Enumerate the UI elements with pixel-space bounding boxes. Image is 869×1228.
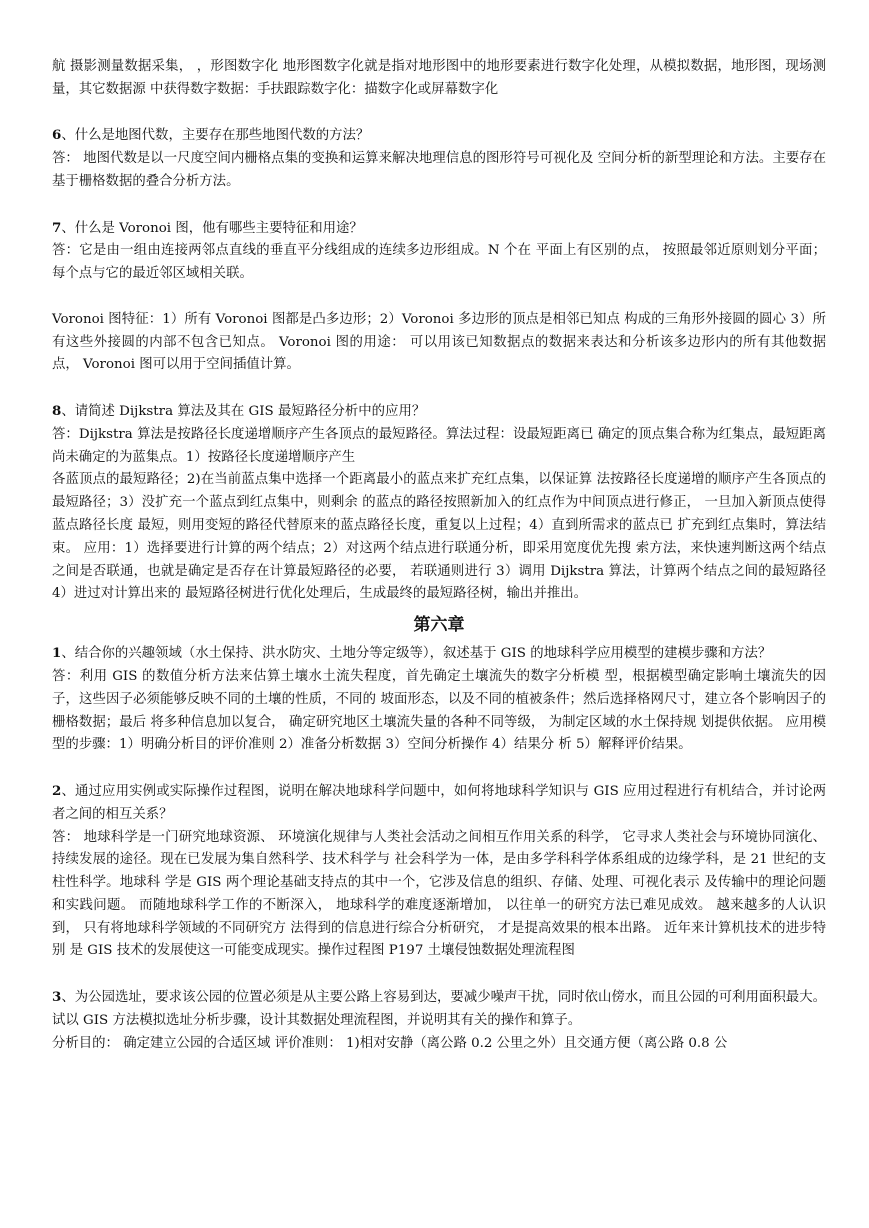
paragraph-gap — [52, 757, 826, 780]
intro-paragraph: 航 摄影测量数据采集， ，形图数字化 地形图数字化就是指对地形图中的地形要素进行数字化处理，从模拟数据，地形图，现场测 量，其它数据源 中获得数字数据：手扶跟踪数字化：描数字化或屏幕数字化 — [52, 59, 826, 97]
document-page — [52, 56, 826, 1055]
question-text: 、结合你的兴趣领域（水土保持、洪水防灾、土地分等定级等），叙述基于 GIS 的地球科学应用模型的建模步骤和方法？ — [61, 646, 772, 662]
chapter6-answer-3: 分析目的： 确定建立公园的合适区域 评价准则： 1)相对安静（离公路 0.2 公里之外）且交通方便（离公路 0.8 公 — [52, 1035, 728, 1051]
question-8 — [52, 400, 826, 424]
question-6 — [52, 124, 826, 148]
paragraph-gap — [52, 194, 826, 217]
paragraph-gap — [52, 286, 826, 309]
chapter6-answer-1: 答：利用 GIS 的数值分析方法来估算土壤水土流失程度，首先确定土壤流失的数字分析模 型，根据模型确定影响土壤流失的因子，这些因子必须能够反映不同的土壤的性质，不同的 坡面形态，以及不同的植被条件；然后选择格网尺寸，建立各个影响因子的栅格数据；最后 将多种信息加以复合， 确定研究地区土壤流失量的各种不同等级， 为制定区域的水土保持规 划提供依据。 应用模型的步骤：1）明确分析目的评价准则 2）准备分析数据 3）空间分析操作 4）结果分 析 5）解释评价结果。 — [52, 668, 826, 753]
paragraph-gap — [52, 377, 826, 400]
question-number: 3 — [52, 989, 62, 1006]
question-7 — [52, 217, 826, 241]
paragraph-gap — [52, 963, 826, 986]
answer-6: 答： 地图代数是以一尺度空间内栅格点集的变换和运算来解决地理信息的图形符号可视化及 空间分析的新型理论和方法。主要存在基于栅格数据的叠合分析方法。 — [52, 151, 826, 189]
answer-8-part1: 答：Dijkstra 算法是按路径长度递增顺序产生各顶点的最短路径。算法过程：设最短距离已 确定的顶点集合称为红集点，最短距离尚未确定的为蓝集点。1）按路径长度递增顺序产生 — [52, 426, 826, 465]
question-text: 、什么是地图代数，主要存在那些地图代数的方法？ — [61, 128, 370, 144]
chapter-title: 第六章 — [413, 615, 465, 636]
chapter6-answer-2: 答： 地球科学是一门研究地球资源、 环境演化规律与人类社会活动之间相互作用关系的科学， 它寻求人类社会与环境协同演化、持续发展的途径。现在已发展为集自然科学、技术科学与 社会科学为一体，是由多学科科学体系组成的边缘学科，是 21 世纪的支柱性科学。地球科 学是 GIS 两个理论基础支持点的其中一个，它涉及信息的组织、存储、处理、可视化表示 及传输中的理论问题和实践问题。 而随地球科学工作的不断深入， 地球科学的难度逐渐增加， 以往单一的研究方法已难见成效。 越来越多的人认识到， 只有将地球科学领域的不同研究方 法得到的信息进行综合分析研究， 才是提高效果的根本出路。 近年来计算机技术的进步特别 是 GIS 技术的发展使这一可能变成现实。操作过程图 P197 土壤侵蚀数据处理流程图 — [52, 829, 826, 959]
question-text: 、什么是 Voronoi 图，他有哪些主要特征和用途？ — [61, 220, 363, 236]
chapter6-question-1 — [52, 642, 826, 666]
chapter6-question-2 — [52, 780, 826, 827]
voronoi-features: Voronoi 图特征：1）所有 Voronoi 图都是凸多边形；2）Voronoi 多边形的顶点是相邻已知点 构成的三角形外接圆的圆心 3）所有这些外接圆的内部不包含已知点。 Voronoi 图的用途： 可以用该已知数据点的数据来表达和分析该多边形内的所有其他数据点， Voronoi 图可以用于空间插值计算。 — [52, 311, 826, 373]
question-text: 、为公园选址，要求该公园的位置必须是从主要公路上容易到达，要减少噪声干扰，同时依山傍水，而且公园的可利用面积最大。试以 GIS 方法模拟选址分析步骤，设计其数据处理流程图，并说明其有关的操作和算子。 — [52, 990, 826, 1028]
answer-8-part2: 各蓝顶点的最短路径；2)在当前蓝点集中选择一个距离最小的蓝点来扩充红点集，以保证算 法按路径长度递增的顺序产生各顶点的最短路径；3）没扩充一个蓝点到红点集中，则剩余 的蓝点的路径按照新加入的红点作为中间顶点进行修正， 一旦加入新顶点使得蓝点路径长度 最短，则用变短的路径代替原来的蓝点路径长度，重复以上过程；4）直到所需求的蓝点已 扩充到红点集时，算法结束。 应用：1）选择要进行计算的两个结点；2）对这两个结点进行联通分析，即采用宽度优先搜 索方法，来快速判断这两个结点之间是否联通，也就是确定是否存在计算最短路径的必要， 若联通则进行 3）调用 Dijkstra 算法，计算两个结点之间的最短路径 4）进过对计算出来的 最短路径树进行优化处理后，生成最终的最短路径树，输出并推出。 — [52, 472, 826, 602]
question-text: 、请简述 Dijkstra 算法及其在 GIS 最短路径分析中的应用？ — [61, 403, 426, 419]
question-number: 8 — [52, 402, 62, 419]
question-number: 7 — [52, 219, 62, 236]
chapter6-question-3 — [52, 986, 826, 1033]
question-text: 、通过应用实例或实际操作过程图，说明在解决地球科学问题中，如何将地球科学知识与 GIS 应用过程进行有机结合，并讨论两者之间的相互关系？ — [52, 783, 826, 822]
question-number: 1 — [52, 645, 62, 662]
question-number: 2 — [52, 782, 62, 799]
paragraph-gap — [52, 102, 826, 125]
question-number: 6 — [52, 127, 62, 144]
answer-7: 答：它是由一组由连接两邻点直线的垂直平分线组成的连续多边形组成。N 个在 平面上有区别的点， 按照最邻近原则划分平面； 每个点与它的最近邻区域相关联。 — [52, 243, 826, 282]
